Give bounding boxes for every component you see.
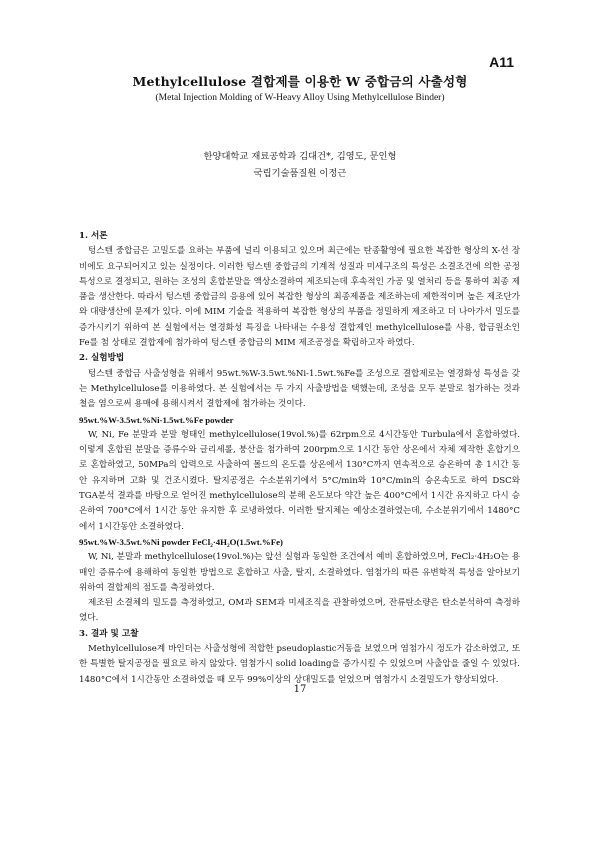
section-heading-results: 3. 결과 및 고찰 <box>79 628 139 639</box>
subheading-powder: 95wt.%W-3.5wt.%Ni-1.5wt.%Fe powder <box>79 414 234 425</box>
paragraph-results: Methylcellulose계 바인더는 사출성형에 적합한 pseudoplastic거동을 보였으며 염첨가시 정도가 감소하였고, 또한 특별한 탈지공정을 필요로 하지 않았다. 염첨가시 solid loading을 증가시킬 수 있었으며 사출압을 줄일 수 있었다. 1480°C에서 1시간동안 소결하였을 때 모두 99%이상의 상대밀도를 얻었으며 염첨가시 소결밀도가 향상되었다. <box>79 644 520 685</box>
paragraph-intro: 텅스텐 중합금은 고밀도를 요하는 부품에 널리 이용되고 있으며 최근에는 탄종활영에 필요한 복잡한 형상의 X-선 장비에도 요구되어지고 있는 실정이다. 이러한 텅스텐 중합금의 기계적 성질과 미세구조의 특성은 소결조건에 의한 공정특성으로 결정되고, 원하는 조성의 혼합분말을 액상소결하여 제조되는데 후속적인 가공 및 열처리 등을 통하여 최종 제품을 생산한다. 따라서 텅스텐 중합금의 응용에 있어 복잡한 형상의 최종제품을 제조하는데 제한적이며 높은 제조단가와 대량생산에 문제가 있다. 이에 MIM 기술을 적용하여 복잡한 형상의 부품을 정밀하게 제조하고 더 나아가서 밀도를 증가시키기 위하여 본 실험에서는 열경화성 특징을 나타내는 수용성 결합제인 methylcellulose를 사용, 합금원소인 Fe를 첨 상태로 결합제에 첨가하여 텅스텐 중합금의 MIM 제조공정을 확립하고자 하였다. <box>79 246 520 349</box>
subheading-salt: 95wt.%W-3.5wt.%Ni powder FeCl₂·4H₂O(1.5wt.%Fe) <box>79 536 283 547</box>
paragraph-methods-3: W, Ni, 분말과 methylcellulose(19vol.%)는 앞선 실험과 동일한 조건에서 예비 혼합하였으며, FeCl₂·4H₂O는 용매인 증류수에 용해하여 동일한 방법으로 혼합하고 사출, 탈지, 소결하였다. 염첨가의 따른 유변학적 특성을 알아보기 위하여 결합제의 점도를 측정하였다. <box>79 552 520 593</box>
paper-title: Methylcellulose 결합제를 이용한 W 중합금의 사출성형 <box>132 74 468 89</box>
paragraph-methods-1: 텅스텐 중합금 사출성형을 위해서 95wt.%W-3.5wt.%Ni-1.5wt.%Fe를 조성으로 결합제로는 열경화성 특성을 갖는 Methylcellulose를 이용하였다. 본 실험에서는 두 가지 사출방법을 택했는데, 조성을 모두 분말로 첨가하는 것과 철을 염으로써 용매에 용해시켜서 결합제에 첨가하는 것이다. <box>79 368 520 410</box>
authors-block <box>0 148 600 182</box>
abstract-code: A11 <box>489 54 514 70</box>
paragraph-methods-2: W, Ni, Fe 분말과 분말 형태인 methylcellulose(19vol.%)를 62rpm으로 4시간동안 Turbula에서 혼합하였다. 이렇게 혼합된 분말을 증류수와 글리세롤, 붕산을 첨가하여 200rpm으로 1시간 동안 상온에서 자체 제작한 혼합기으로 혼합하였고, 50MPa의 압력으로 사출하여 몰드의 온도를 상온에서 130°C까지 연속적으로 승온하여 총 1시간 동안 유지하며 고화 및 건조시켰다. 탈지공정은 수소분위기에서 5°C/min와 10°C/min의 승온속도로 하여 DSC와 TGA분석 결과를 바탕으로 얻어진 methylcellulose의 분해 온도보다 약간 높은 400°C에서 1시간 유지하고 다시 승온하여 700°C에서 1시간 동안 유지한 후 로냉하였다. 이러한 탈지체는 예상소결하였는데, 수소분위기에서 1480°C에서 1시간동안 소결하였다. <box>79 429 520 532</box>
paper-subtitle: (Metal Injection Molding of W-Heavy Alloy Using Methylcellulose Binder) <box>155 93 445 103</box>
section-heading-intro: 1. 서론 <box>79 231 108 241</box>
section-heading-methods: 2. 실험방법 <box>79 353 125 364</box>
paragraph-methods-4: 제조된 소결체의 밀도를 측정하였고, OM과 SEM과 미세조직을 관찰하였으며, 잔류탄소량은 탄소분석하여 측정하였다. <box>79 598 520 624</box>
authors-line-1: 한양대학교 재료공학과 김대건*, 김영도, 문인형 <box>203 151 397 162</box>
page-number: 17 <box>293 684 307 695</box>
paper-body <box>79 229 520 688</box>
authors-line-2: 국립기술품질원 이정근 <box>253 168 347 179</box>
